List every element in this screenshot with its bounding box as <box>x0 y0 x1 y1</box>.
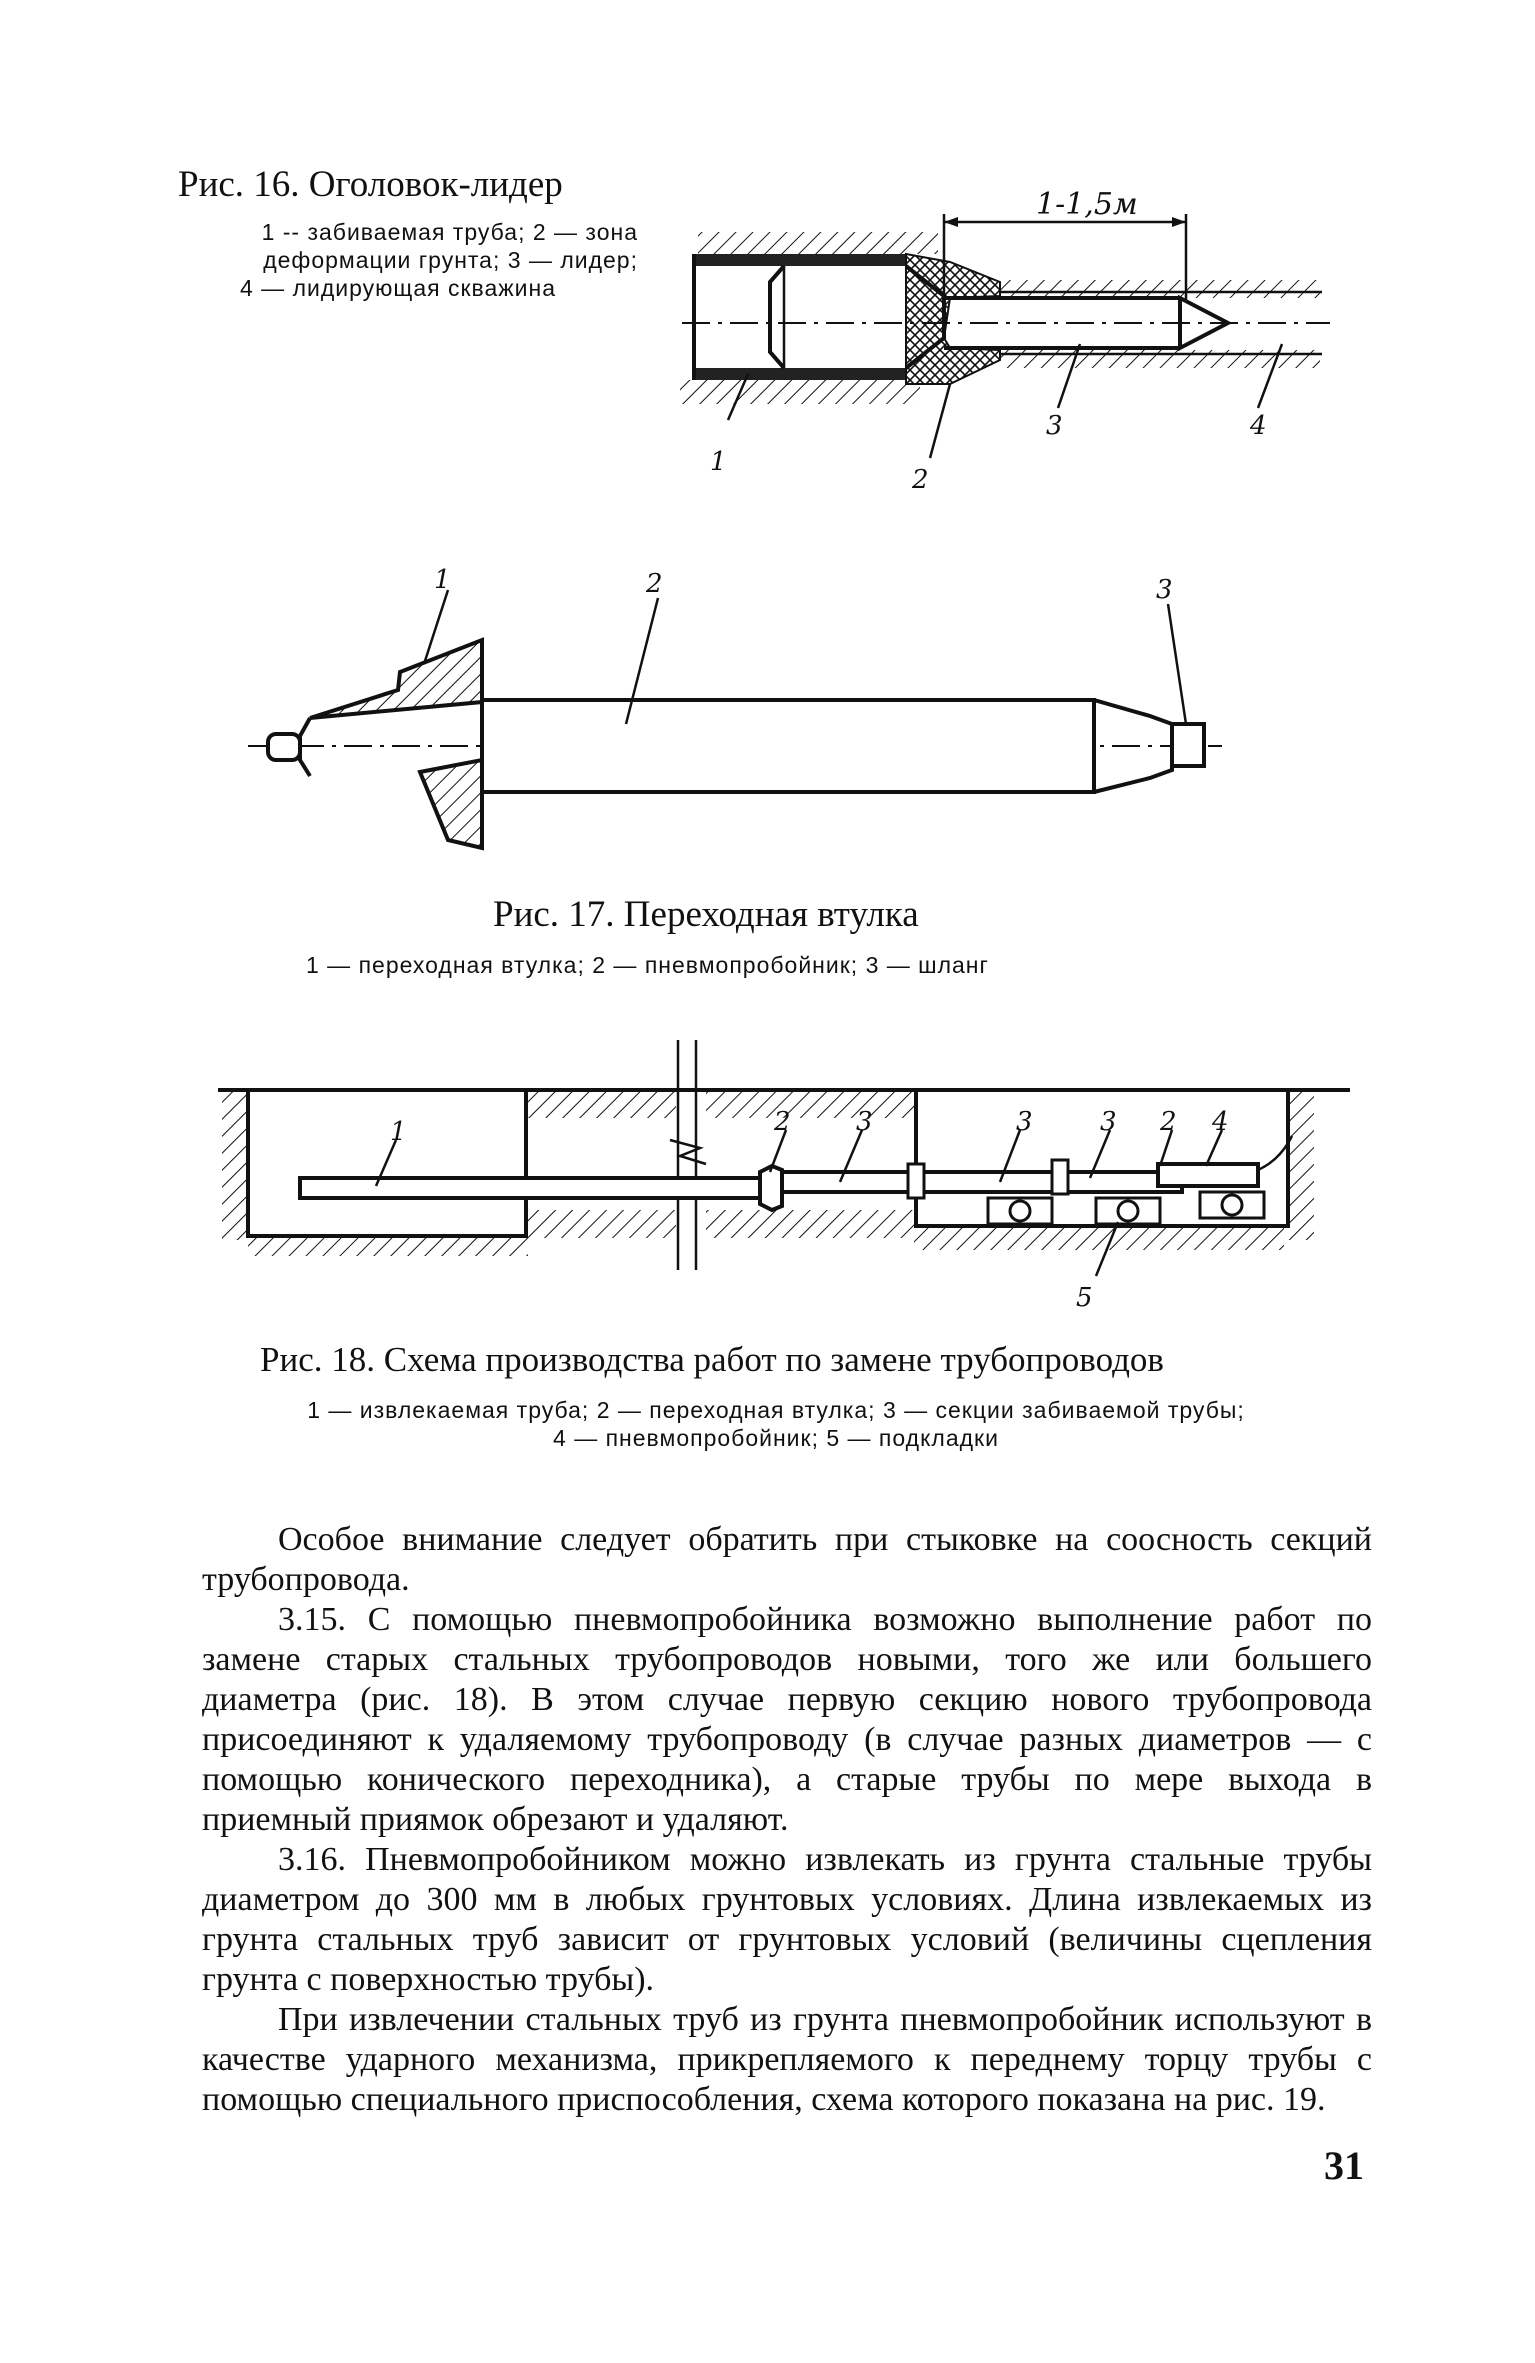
soil-bottom-hatch-2 <box>706 1210 916 1238</box>
fig18-label-2b: 2 <box>1160 1107 1177 1137</box>
fig16-label-2: 2 <box>912 465 929 495</box>
fig17-label-2: 2 <box>646 569 663 599</box>
fig18-label-2: 2 <box>774 1107 791 1137</box>
fig18-label-1: 1 <box>390 1117 407 1147</box>
soil-top-hatch <box>526 1090 676 1118</box>
fig18-label-3a: 3 <box>856 1107 873 1137</box>
fig16-legend-line: 1 -- забиваемая труба; 2 — зона <box>261 219 638 245</box>
extracted-pipe <box>300 1178 760 1198</box>
fig18-label-5: 5 <box>1076 1283 1093 1313</box>
soil-bottom-hatch <box>526 1210 676 1238</box>
fig16-label-3: 3 <box>1046 411 1063 441</box>
fig18-label-4: 4 <box>1212 1107 1229 1137</box>
paragraph-3: 3.16. Пневмопробойником можно извлекать из грунта стальные трубы диаметром до 300 мм в любых грунтовых условиях. Длина извлекаемых из грунта стальных труб зависит от грунтовых условий (величины сцепления грунта с поверхностью трубы). <box>202 1841 1372 1998</box>
pit-right-wall-hatch <box>1288 1090 1314 1240</box>
fig18-legend <box>206 1396 1346 1452</box>
break-mark <box>670 1140 706 1164</box>
fig18-label-3b: 3 <box>1016 1107 1033 1137</box>
soil-top-hatch-2 <box>706 1090 916 1118</box>
paragraph-1: Особое внимание следует обратить при стыковке на соосность секций трубопровода. <box>202 1521 1372 1598</box>
pit-left-floor-hatch <box>248 1236 528 1256</box>
fig18-title: Рис. 18. Схема производства работ по замене трубопроводов <box>260 1340 1164 1379</box>
fig16-legend-line: деформации грунта; 3 — лидер; <box>263 247 638 273</box>
paragraph-4: При извлечении стальных труб из грунта пневмопробойник используют в качестве ударного механизма, прикрепляемого к переднему торцу трубы с помощью специального приспособления, схема которого показана на рис. 19. <box>202 2001 1372 2118</box>
fig16-dimension: 1-1,5м <box>1036 187 1138 222</box>
adapter-sleeve <box>760 1166 782 1210</box>
pit-right-floor-hatch <box>914 1226 1284 1250</box>
pipe-joint-1 <box>908 1164 924 1198</box>
fig17-legend: 1 — переходная втулка; 2 — пневмопробойник; 3 — шланг <box>306 952 989 978</box>
body-text <box>202 1520 1372 2120</box>
fig16-legend-line: 4 — лидирующая скважина <box>240 275 556 301</box>
fig16-label-4: 4 <box>1250 411 1267 441</box>
pipe-joint-2 <box>1052 1160 1068 1194</box>
pit-left-wall-hatch <box>222 1090 248 1240</box>
fig16-title: Рис. 16. Оголовок-лидер <box>178 164 563 205</box>
pneumatic-hammer <box>1158 1164 1258 1186</box>
fig16-label-1: 1 <box>710 447 727 477</box>
fig17-title: Рис. 17. Переходная втулка <box>493 894 919 935</box>
fig18-legend-line1: 1 — извлекаемая труба; 2 — переходная втулка; 3 — секции забиваемой трубы; <box>307 1397 1245 1423</box>
paragraph-2: 3.15. С помощью пневмопробойника возможно выполнение работ по замене старых стальных трубопроводов новыми, того же или большего диаметра (рис. 18). В этом случае первую секцию нового трубопровода присоединяют к удаляемому трубопроводу (в случае разных диаметров — с помощью конического переходника), а старые трубы по мере выхода в приемный приямок обрезают и удаляют. <box>202 1601 1372 1838</box>
fig17-label-1: 1 <box>434 565 451 595</box>
page-number: 31 <box>1324 2143 1364 2188</box>
fig18-legend-line2: 4 — пневмопробойник; 5 — подкладки <box>553 1425 999 1451</box>
fig17-label-3: 3 <box>1156 575 1173 605</box>
fig18-label-3c: 3 <box>1100 1107 1117 1137</box>
